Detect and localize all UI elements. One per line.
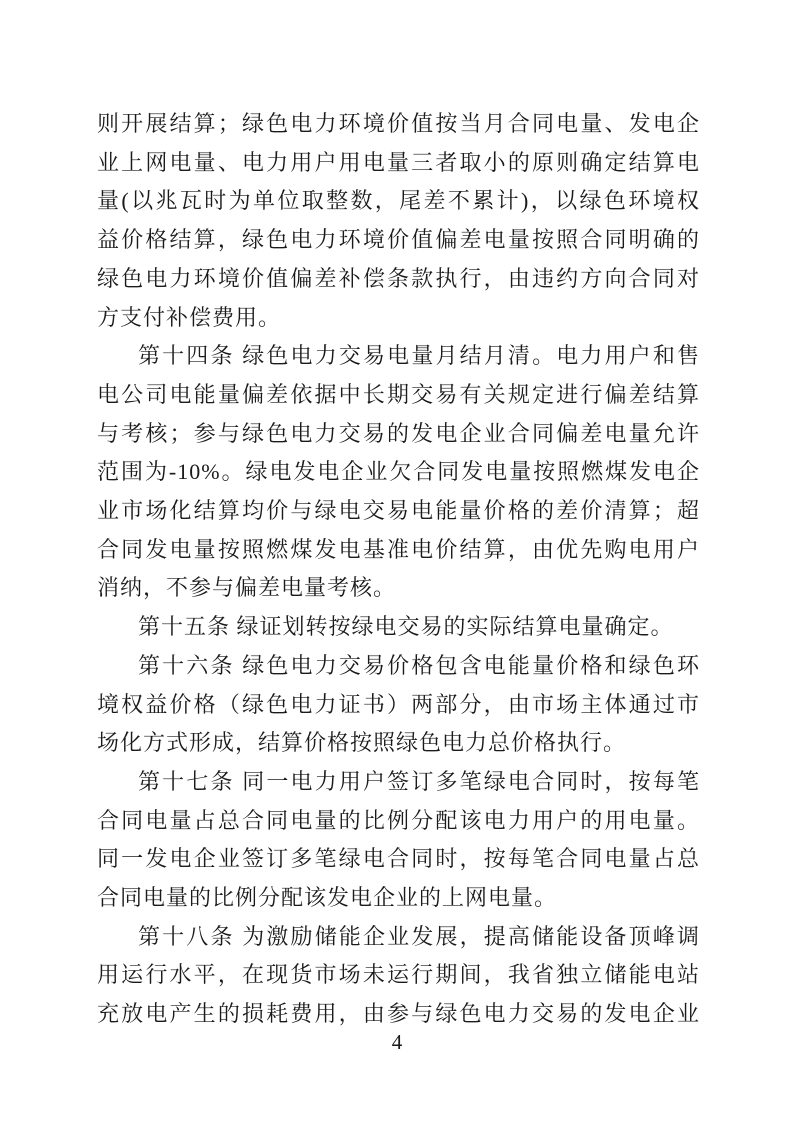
text-line: 方支付补偿费用。 [97, 304, 282, 330]
text-line: 范围为-10%。绿电发电企业欠合同发电量按照燃煤发电企 [97, 459, 700, 485]
text-line: 用运行水平，在现货市场未运行期间，我省独立储能电站 [97, 962, 700, 988]
article-16-paragraph [97, 647, 700, 763]
text-line: 与考核；参与绿色电力交易的发电企业合同偏差电量允许 [97, 420, 700, 446]
text-line: 第十八条 为激励储能企业发展，提高储能设备顶峰调 [138, 923, 700, 949]
article-18-paragraph [97, 918, 700, 1034]
text-line: 第十六条 绿色电力交易价格包含电能量价格和绿色环 [138, 652, 700, 678]
article-14-paragraph [97, 337, 700, 608]
text-line: 则开展结算；绿色电力环境价值按当月合同电量、发电企 [97, 111, 700, 136]
text-line: 境权益价格（绿色电力证书）两部分，由市场主体通过市 [97, 691, 700, 717]
text-line: 益价格结算，绿色电力环境价值偏差电量按照合同明确的 [97, 227, 700, 253]
text-line: 合同发电量按照燃煤发电基准电价结算，由优先购电用户 [97, 536, 700, 562]
article-15-paragraph [97, 608, 700, 647]
text-line: 量(以兆瓦时为单位取整数，尾差不累计)，以绿色环境权 [97, 188, 700, 214]
text-line: 第十七条 同一电力用户签订多笔绿电合同时，按每笔 [138, 768, 700, 794]
text-line: 消纳，不参与偏差电量考核。 [97, 575, 397, 601]
text-line: 业市场化结算均价与绿电交易电能量价格的差价清算；超 [97, 498, 700, 524]
text-line: 合同电量占总合同电量的比例分配该电力用户的用电量。 [97, 807, 700, 833]
text-block [97, 105, 700, 1034]
text-line: 电公司电能量偏差依据中长期交易有关规定进行偏差结算 [97, 381, 700, 407]
text-line: 业上网电量、电力用户用电量三者取小的原则确定结算电 [97, 149, 700, 175]
page-number: 4 [391, 1030, 403, 1054]
article-17-paragraph [97, 763, 700, 918]
text-line: 场化方式形成，结算价格按照绿色电力总价格执行。 [97, 730, 627, 756]
text-line: 同一发电企业签订多笔绿电合同时，按每笔合同电量占总 [97, 846, 700, 872]
text-line: 充放电产生的损耗费用，由参与绿色电力交易的发电企业 [97, 1001, 700, 1027]
text-line: 合同电量的比例分配该发电企业的上网电量。 [97, 885, 558, 911]
text-line: 绿色电力环境价值偏差补偿条款执行，由违约方向合同对 [97, 265, 700, 291]
text-line: 第十五条 绿证划转按绿电交易的实际结算电量确定。 [138, 614, 674, 640]
paragraph-continuation [97, 105, 700, 337]
text-line: 第十四条 绿色电力交易电量月结月清。电力用户和售 [138, 343, 700, 369]
